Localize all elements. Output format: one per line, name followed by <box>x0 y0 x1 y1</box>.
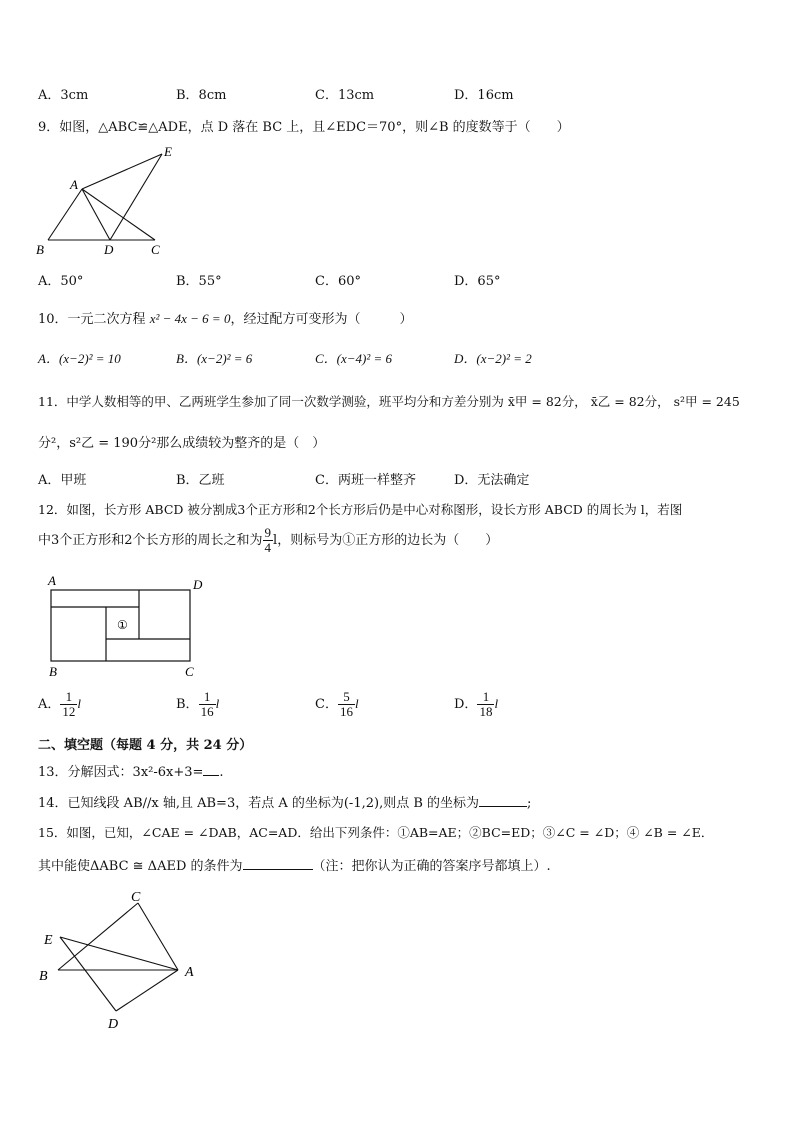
q10-option-b: B．(x−2)² = 6 <box>176 351 253 366</box>
q12-option-a-letter: A． <box>38 697 61 712</box>
q12-figure <box>40 572 210 682</box>
q15-label-a: A <box>185 965 194 980</box>
q12-option-c-letter: C． <box>315 697 338 712</box>
q12-label-d: D <box>193 577 203 592</box>
q9-option-b: B．55° <box>176 274 222 289</box>
q9-option-c: C．60° <box>315 274 361 289</box>
q12-option-b-letter: B． <box>176 697 199 712</box>
q15-figure <box>30 885 210 1035</box>
q12-option-d-num: 1 <box>477 690 494 705</box>
q11-option-d: D．无法确定 <box>454 473 530 488</box>
q9-option-d: D．65° <box>454 274 501 289</box>
q10-equation: x² − 4x − 6 = 0 <box>149 311 231 326</box>
q9-label-d: D <box>104 242 114 257</box>
q12-option-a-num: 1 <box>60 690 77 705</box>
q13 <box>38 761 224 780</box>
q12-option-a <box>38 690 81 719</box>
q10-stem-pre: 10．一元二次方程 <box>38 312 150 327</box>
q12-option-b-frac <box>199 690 216 719</box>
q12-option-a-frac <box>60 690 77 719</box>
q12-option-c-den: 16 <box>339 704 353 719</box>
q13-blank <box>203 763 219 776</box>
q10-stem <box>38 308 412 327</box>
q9-label-b: B <box>36 242 44 257</box>
q11-option-a: A．甲班 <box>38 473 87 488</box>
q12-line2-post: l，则标号为①正方形的边长为（ ） <box>273 533 499 548</box>
q12-line2 <box>38 526 498 555</box>
q12-circled-one: ① <box>117 618 128 632</box>
q12-option-a-var: l <box>77 696 82 711</box>
q15-label-e: E <box>44 933 53 948</box>
q11-option-c: C．两班一样整齐 <box>315 473 416 488</box>
q9-option-a: A．50° <box>38 274 84 289</box>
q12-line2-pre: 中3个正方形和2个长方形的周长之和为 <box>38 533 263 548</box>
q12-option-c-num: 5 <box>338 690 355 705</box>
q15-line2-pre: 其中能使ΔABC ≅ ΔAED 的条件为 <box>38 859 243 874</box>
q15-label-b: B <box>39 969 48 984</box>
q15-line1: 15．如图，已知，∠CAE = ∠DAB，AC=AD．给出下列条件：①AB=AE；②BC=ED；③∠C = ∠D；④ ∠B = ∠E． <box>38 825 714 840</box>
q8-option-c: C．13cm <box>315 88 375 103</box>
q12-option-d-letter: D． <box>454 697 478 712</box>
q9-label-e: E <box>164 144 172 159</box>
q15-line2 <box>38 855 551 874</box>
q11-line2: 分²，s²乙 = 190分²那么成绩较为整齐的是（ ） <box>38 436 326 451</box>
q15-line2-post: （注：把你认为正确的答案序号都填上）. <box>312 859 551 874</box>
q12-option-c-var: l <box>354 696 359 711</box>
q9-figure <box>30 142 190 260</box>
q10-option-a: A．(x−2)² = 10 <box>38 351 121 366</box>
q14 <box>38 792 531 811</box>
q12-option-b-num: 1 <box>199 690 216 705</box>
q12-option-b-den: 16 <box>200 704 214 719</box>
q12-label-a: A <box>48 573 56 588</box>
q15-blank <box>243 857 313 870</box>
q13-end: . <box>219 765 224 780</box>
q12-option-d-den: 18 <box>479 704 493 719</box>
q10-option-d: D．(x−2)² = 2 <box>454 351 532 366</box>
q8-option-b: B．8cm <box>176 88 227 103</box>
q12-label-b: B <box>49 664 57 679</box>
q12-option-c-frac <box>338 690 355 719</box>
q11-option-b: B．乙班 <box>176 473 225 488</box>
q10-stem-post: ，经过配方可变形为（ ） <box>230 312 413 327</box>
q14-end: ; <box>527 796 532 811</box>
q12-option-b-var: l <box>215 696 220 711</box>
q12-option-d <box>454 690 498 719</box>
q12-line1: 12．如图，长方形 ABCD 被分割成3个正方形和2个长方形后仍是中心对称图形，设长方形 ABCD 的周长为 l，若图 <box>38 502 683 517</box>
q15-label-c: C <box>131 890 141 905</box>
q12-option-d-var: l <box>494 696 499 711</box>
q13-text: 13．分解因式：3x²-6x+3= <box>38 765 204 780</box>
q10-option-c: C．(x−4)² = 6 <box>315 351 393 366</box>
q14-text: 14．已知线段 AB//x 轴,且 AB=3，若点 A 的坐标为(-1,2),则点 B 的坐标为 <box>38 796 480 811</box>
q12-fraction <box>263 526 274 555</box>
q12-option-c <box>315 690 359 719</box>
q9-label-a: A <box>70 177 78 192</box>
q8-option-a: A．3cm <box>38 88 89 103</box>
q15-label-d: D <box>108 1017 119 1032</box>
q12-option-d-frac <box>477 690 494 719</box>
q11-line1: 11．中学人数相等的甲、乙两班学生参加了同一次数学测验，班平均分和方差分别为 x̄甲 = 82分， x̄乙 = 82分， s²甲 = 245 <box>38 394 740 409</box>
q12-frac-num: 9 <box>264 525 272 540</box>
q12-frac-den: 4 <box>264 540 272 555</box>
q14-blank <box>479 794 527 807</box>
q12-option-b <box>176 690 219 719</box>
q8-option-d: D．16cm <box>454 88 514 103</box>
q9-label-c: C <box>151 242 160 257</box>
q9-stem: 9．如图，△ABC≌△ADE，点 D 落在 BC 上，且∠EDC＝70°，则∠B 的度数等于（ ） <box>38 120 570 135</box>
section-2-title: 二、填空题（每题 4 分，共 24 分） <box>38 738 253 753</box>
q12-option-a-den: 12 <box>62 704 76 719</box>
q12-label-c: C <box>185 664 194 679</box>
